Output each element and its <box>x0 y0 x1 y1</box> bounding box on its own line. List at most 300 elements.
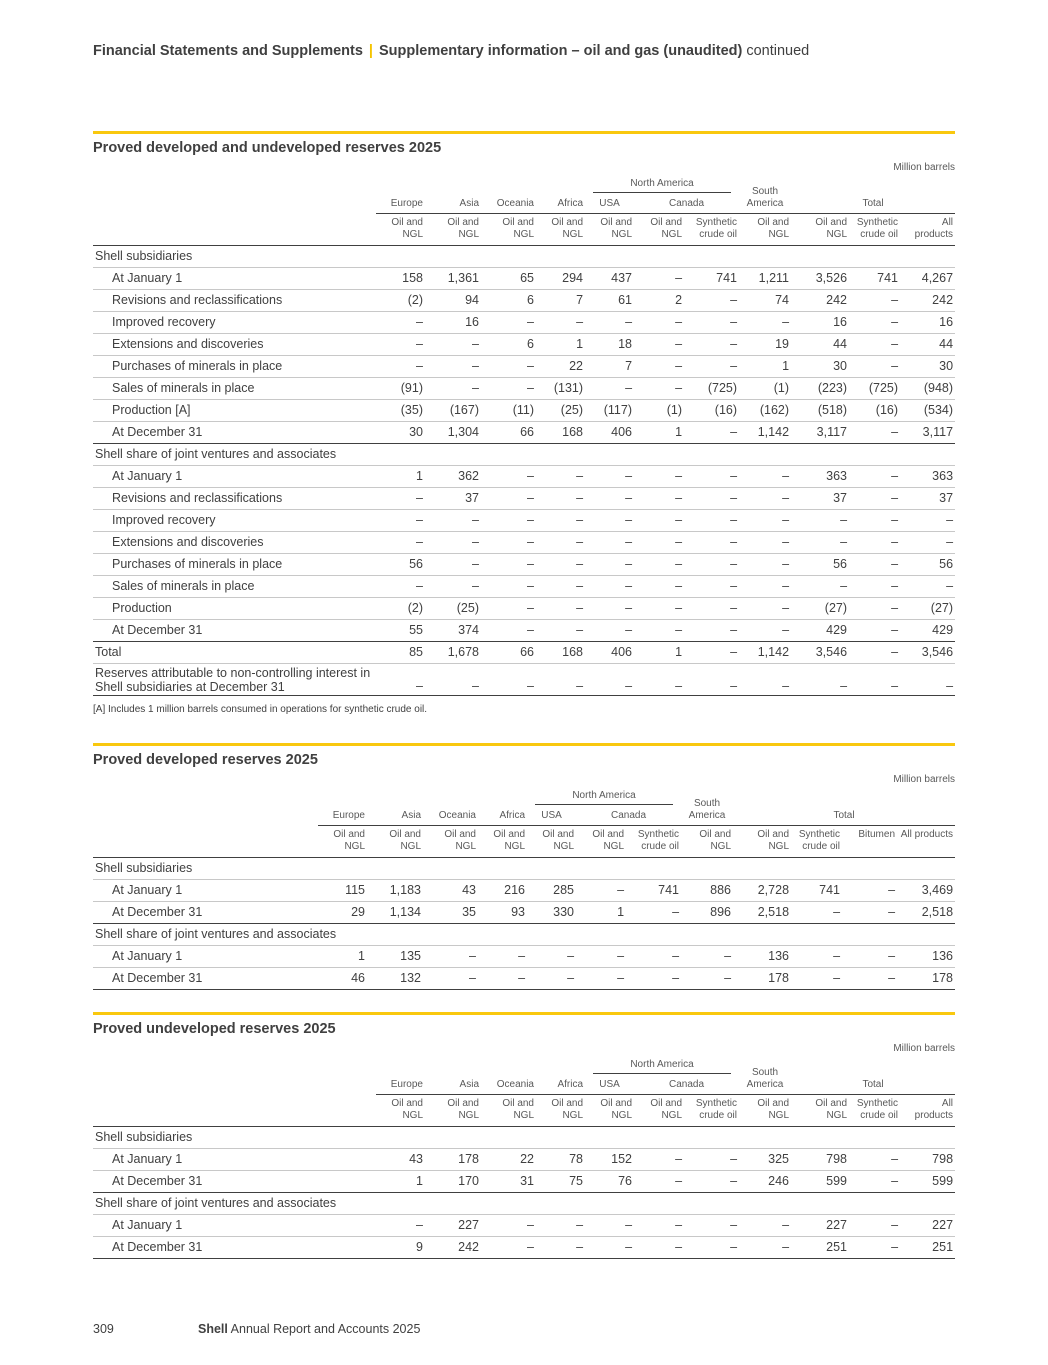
cell-value: 178 <box>897 967 955 989</box>
table-row <box>93 945 955 967</box>
cell-value: 35 <box>423 901 478 923</box>
table-row <box>93 1214 955 1236</box>
reserves-table <box>93 787 955 990</box>
cell-value: 44 <box>900 333 955 355</box>
column-subheader: Synthetic crude oil <box>849 1094 900 1126</box>
cell-value: – <box>425 355 481 377</box>
column-subheader: Oil and NGL <box>536 213 585 245</box>
column-subheader: All products <box>900 213 955 245</box>
cell-value: 22 <box>481 1148 536 1170</box>
cell-value: – <box>481 619 536 641</box>
cell-value: – <box>481 575 536 597</box>
cell-value: – <box>684 355 739 377</box>
row-label: Shell subsidiaries <box>93 1126 376 1148</box>
row-label: At January 1 <box>93 267 376 289</box>
cell-value: – <box>376 509 425 531</box>
cell-value: – <box>849 1236 900 1258</box>
cell-value: – <box>791 663 849 695</box>
table-row <box>93 663 955 695</box>
cell-value: – <box>684 575 739 597</box>
region-asia: Asia <box>401 809 421 821</box>
table-row <box>93 531 955 553</box>
cell-value: (518) <box>791 399 849 421</box>
cell-value: 1 <box>739 355 791 377</box>
table-row <box>93 923 955 945</box>
cell-value: – <box>849 531 900 553</box>
region-south-america: South America <box>746 1066 784 1090</box>
table-row <box>93 1170 955 1192</box>
cell-value: 1,304 <box>425 421 481 443</box>
page-number: 309 <box>93 1322 114 1336</box>
unit-label: Million barrels <box>893 162 955 173</box>
region-canada: Canada <box>611 809 647 821</box>
cell-value: 1,211 <box>739 267 791 289</box>
cell-value: – <box>481 597 536 619</box>
table-row <box>93 289 955 311</box>
cell-value: – <box>634 663 684 695</box>
row-label: At December 31 <box>93 1236 376 1258</box>
cell-value: – <box>536 487 585 509</box>
column-subheader: Oil and NGL <box>425 1094 481 1126</box>
cell-value: – <box>481 487 536 509</box>
cell-value: – <box>684 597 739 619</box>
cell-value: 3,469 <box>897 879 955 901</box>
column-subheader: Oil and NGL <box>481 1094 536 1126</box>
cell-value: – <box>423 967 478 989</box>
cell-value: 16 <box>425 311 481 333</box>
cell-value: 152 <box>585 1148 634 1170</box>
cell-value: (167) <box>425 399 481 421</box>
region-north-america: North America <box>585 175 739 193</box>
cell-value: – <box>900 663 955 695</box>
cell-value: 1 <box>634 641 684 663</box>
cell-value: – <box>900 575 955 597</box>
cell-value: 46 <box>318 967 367 989</box>
cell-value: (35) <box>376 399 425 421</box>
cell-value: 37 <box>791 487 849 509</box>
cell-value: 294 <box>536 267 585 289</box>
cell-value: – <box>536 663 585 695</box>
cell-value: – <box>684 641 739 663</box>
cell-value: – <box>842 879 897 901</box>
cell-value: – <box>481 1236 536 1258</box>
region-europe: Europe <box>332 809 365 821</box>
cell-value: – <box>376 487 425 509</box>
cell-value: – <box>684 1214 739 1236</box>
row-label: Extensions and discoveries <box>93 333 376 355</box>
column-subheader: Synthetic crude oil <box>684 213 739 245</box>
cell-value: – <box>425 575 481 597</box>
cell-value: – <box>425 333 481 355</box>
table-row <box>93 575 955 597</box>
cell-value: 66 <box>481 421 536 443</box>
cell-value: 251 <box>791 1236 849 1258</box>
table-row <box>93 1126 955 1148</box>
cell-value: – <box>739 619 791 641</box>
cell-value: 242 <box>425 1236 481 1258</box>
region-total: Total <box>862 197 884 209</box>
cell-value: – <box>481 377 536 399</box>
cell-value: – <box>684 1170 739 1192</box>
cell-value: 65 <box>481 267 536 289</box>
cell-value: 362 <box>425 465 481 487</box>
reserves-table <box>93 175 955 696</box>
cell-value: 429 <box>791 619 849 641</box>
cell-value: – <box>849 663 900 695</box>
cell-value: – <box>481 531 536 553</box>
cell-value: (27) <box>900 597 955 619</box>
region-oceania: Oceania <box>496 1078 534 1090</box>
cell-value: – <box>849 355 900 377</box>
table-row <box>93 443 955 465</box>
region-asia: Asia <box>459 1078 479 1090</box>
cell-value: 1 <box>634 421 684 443</box>
cell-value: (1) <box>739 377 791 399</box>
column-subheader: Oil and NGL <box>585 213 634 245</box>
cell-value: 330 <box>527 901 576 923</box>
cell-value: – <box>536 553 585 575</box>
column-subheader: All products <box>897 825 955 857</box>
cell-value: – <box>739 311 791 333</box>
cell-value: – <box>684 531 739 553</box>
cell-value: – <box>791 509 849 531</box>
cell-value: (25) <box>536 399 585 421</box>
cell-value: – <box>634 333 684 355</box>
cell-value: – <box>376 575 425 597</box>
page-header <box>93 43 809 59</box>
cell-value: (2) <box>376 289 425 311</box>
cell-value: – <box>626 901 681 923</box>
region-total: Total <box>833 809 855 821</box>
cell-value: 1,142 <box>739 641 791 663</box>
cell-value: – <box>481 465 536 487</box>
cell-value: – <box>576 945 626 967</box>
cell-value: – <box>376 355 425 377</box>
column-subheader: Oil and NGL <box>681 825 733 857</box>
cell-value: – <box>626 967 681 989</box>
region-usa: USA <box>599 1078 620 1090</box>
cell-value: 6 <box>481 289 536 311</box>
cell-value: (16) <box>684 399 739 421</box>
cell-value: – <box>576 879 626 901</box>
cell-value: (223) <box>791 377 849 399</box>
column-subheader: Oil and NGL <box>634 213 684 245</box>
cell-value: – <box>481 1214 536 1236</box>
cell-value: – <box>684 553 739 575</box>
cell-value: – <box>684 663 739 695</box>
column-subheader: Oil and NGL <box>585 1094 634 1126</box>
region-europe: Europe <box>390 1078 423 1090</box>
cell-value: 285 <box>527 879 576 901</box>
cell-value: 37 <box>900 487 955 509</box>
column-subheader: Oil and NGL <box>576 825 626 857</box>
table-row <box>93 399 955 421</box>
region-south-america: South America <box>688 797 726 821</box>
cell-value: 1 <box>318 945 367 967</box>
row-label: Shell share of joint ventures and associates <box>93 443 376 465</box>
footer-brand: Shell <box>198 1322 228 1336</box>
cell-value: – <box>585 509 634 531</box>
cell-value: 85 <box>376 641 425 663</box>
cell-value: 168 <box>536 421 585 443</box>
cell-value: – <box>684 421 739 443</box>
cell-value: (91) <box>376 377 425 399</box>
reserves-table <box>93 1056 955 1259</box>
cell-value: 798 <box>900 1148 955 1170</box>
column-subheader: Oil and NGL <box>376 213 425 245</box>
cell-value: – <box>842 945 897 967</box>
cell-value: 437 <box>585 267 634 289</box>
table-section-developed-reserves <box>93 743 955 990</box>
cell-value: 1 <box>376 465 425 487</box>
cell-value: 741 <box>684 267 739 289</box>
cell-value: – <box>376 531 425 553</box>
cell-value: – <box>481 509 536 531</box>
column-subheader: Oil and NGL <box>739 1094 791 1126</box>
cell-value: 1 <box>376 1170 425 1192</box>
cell-value: – <box>585 377 634 399</box>
cell-value: – <box>684 289 739 311</box>
cell-value: 741 <box>626 879 681 901</box>
row-label: Revisions and reclassifications <box>93 289 376 311</box>
cell-value: – <box>739 465 791 487</box>
row-label: Extensions and discoveries <box>93 531 376 553</box>
column-subheader: Synthetic crude oil <box>791 825 842 857</box>
cell-value: – <box>585 663 634 695</box>
cell-value: – <box>425 663 481 695</box>
cell-value: 66 <box>481 641 536 663</box>
column-subheader: Oil and NGL <box>425 213 481 245</box>
table-row <box>93 465 955 487</box>
cell-value: – <box>478 967 527 989</box>
region-south-america: South America <box>746 185 784 209</box>
cell-value: (16) <box>849 399 900 421</box>
cell-value: – <box>376 663 425 695</box>
column-subheader: Synthetic crude oil <box>626 825 681 857</box>
cell-value: 227 <box>900 1214 955 1236</box>
cell-value: – <box>634 619 684 641</box>
column-subheader: Oil and NGL <box>376 1094 425 1126</box>
cell-value: – <box>585 1236 634 1258</box>
cell-value: – <box>684 487 739 509</box>
cell-value: – <box>849 619 900 641</box>
cell-value: – <box>634 267 684 289</box>
header-continued: continued <box>746 43 810 59</box>
cell-value: 3,526 <box>791 267 849 289</box>
cell-value: – <box>585 619 634 641</box>
cell-value: (25) <box>425 597 481 619</box>
cell-value: 178 <box>733 967 791 989</box>
cell-value: 136 <box>733 945 791 967</box>
cell-value: – <box>900 531 955 553</box>
cell-value: 429 <box>900 619 955 641</box>
cell-value: 1 <box>536 333 585 355</box>
cell-value: – <box>849 465 900 487</box>
cell-value: – <box>849 1170 900 1192</box>
table-row <box>93 487 955 509</box>
cell-value: (948) <box>900 377 955 399</box>
cell-value: (725) <box>849 377 900 399</box>
unit-label: Million barrels <box>893 774 955 785</box>
region-north-america: North America <box>527 787 681 805</box>
table-row <box>93 879 955 901</box>
cell-value: – <box>626 945 681 967</box>
column-subheader: Oil and NGL <box>791 1094 849 1126</box>
cell-value: 61 <box>585 289 634 311</box>
region-total: Total <box>862 1078 884 1090</box>
cell-value: – <box>849 597 900 619</box>
cell-value: – <box>684 509 739 531</box>
cell-value: 3,117 <box>900 421 955 443</box>
cell-value: – <box>634 377 684 399</box>
cell-value: 94 <box>425 289 481 311</box>
cell-value: – <box>634 355 684 377</box>
cell-value: (27) <box>791 597 849 619</box>
row-label: Purchases of minerals in place <box>93 355 376 377</box>
cell-value: 158 <box>376 267 425 289</box>
cell-value: 170 <box>425 1170 481 1192</box>
column-subheader: Oil and NGL <box>536 1094 585 1126</box>
row-label: Shell share of joint ventures and associates <box>93 1192 376 1214</box>
cell-value: 56 <box>376 553 425 575</box>
cell-value: 363 <box>791 465 849 487</box>
cell-value: – <box>634 487 684 509</box>
cell-value: – <box>536 575 585 597</box>
row-label: At January 1 <box>93 1214 376 1236</box>
column-subheader: Oil and NGL <box>739 213 791 245</box>
cell-value: 76 <box>585 1170 634 1192</box>
row-label: Shell subsidiaries <box>93 857 318 879</box>
region-africa: Africa <box>499 809 526 821</box>
cell-value: – <box>681 967 733 989</box>
cell-value: (117) <box>585 399 634 421</box>
cell-value: – <box>585 311 634 333</box>
table-title: Proved undeveloped reserves 2025 <box>93 1021 336 1037</box>
cell-value: 3,546 <box>900 641 955 663</box>
cell-value: 896 <box>681 901 733 923</box>
row-label: Reserves attributable to non-controlling interest in Shell subsidiaries at December 31 <box>93 663 376 695</box>
cell-value: 242 <box>900 289 955 311</box>
cell-value: – <box>849 641 900 663</box>
cell-value: – <box>536 531 585 553</box>
cell-value: 19 <box>739 333 791 355</box>
cell-value: – <box>739 487 791 509</box>
cell-value: (162) <box>739 399 791 421</box>
cell-value: – <box>634 311 684 333</box>
cell-value: 22 <box>536 355 585 377</box>
cell-value: – <box>634 1148 684 1170</box>
cell-value: – <box>585 487 634 509</box>
column-subheader: Oil and NGL <box>478 825 527 857</box>
cell-value: – <box>684 333 739 355</box>
cell-value: – <box>376 1214 425 1236</box>
cell-value: 115 <box>318 879 367 901</box>
cell-value: – <box>425 377 481 399</box>
cell-value: 9 <box>376 1236 425 1258</box>
table-row <box>93 597 955 619</box>
cell-value: 406 <box>585 641 634 663</box>
column-subheader: All products <box>900 1094 955 1126</box>
cell-value: – <box>739 663 791 695</box>
cell-value: – <box>634 509 684 531</box>
row-label: At January 1 <box>93 1148 376 1170</box>
region-usa: USA <box>541 809 562 821</box>
cell-value: 599 <box>900 1170 955 1192</box>
cell-value: 325 <box>739 1148 791 1170</box>
cell-value: – <box>791 901 842 923</box>
table-row <box>93 1236 955 1258</box>
cell-value: – <box>791 531 849 553</box>
cell-value: 178 <box>425 1148 481 1170</box>
page-footer <box>93 1322 420 1336</box>
row-label: Production <box>93 597 376 619</box>
table-row <box>93 267 955 289</box>
table-row <box>93 967 955 989</box>
cell-value: – <box>849 1214 900 1236</box>
cell-value: 2 <box>634 289 684 311</box>
cell-value: – <box>739 575 791 597</box>
header-section: Financial Statements and Supplements <box>93 43 363 59</box>
cell-value: 29 <box>318 901 367 923</box>
row-label: At January 1 <box>93 945 318 967</box>
column-subheader: Oil and NGL <box>423 825 478 857</box>
row-label: Improved recovery <box>93 311 376 333</box>
cell-value: 135 <box>367 945 423 967</box>
row-label: At December 31 <box>93 901 318 923</box>
region-oceania: Oceania <box>496 197 534 209</box>
cell-value: 44 <box>791 333 849 355</box>
cell-value: – <box>478 945 527 967</box>
cell-value: (1) <box>634 399 684 421</box>
cell-value: 741 <box>791 879 842 901</box>
header-separator: | <box>368 43 373 59</box>
cell-value: – <box>849 311 900 333</box>
cell-value: 1,142 <box>739 421 791 443</box>
cell-value: 798 <box>791 1148 849 1170</box>
cell-value: 227 <box>425 1214 481 1236</box>
cell-value: 363 <box>900 465 955 487</box>
cell-value: – <box>684 619 739 641</box>
cell-value: – <box>376 333 425 355</box>
row-label: Sales of minerals in place <box>93 377 376 399</box>
table-row <box>93 245 955 267</box>
table-row <box>93 1192 955 1214</box>
table-row <box>93 333 955 355</box>
cell-value: (11) <box>481 399 536 421</box>
cell-value: – <box>536 619 585 641</box>
cell-value: – <box>739 531 791 553</box>
cell-value: – <box>634 465 684 487</box>
cell-value: – <box>634 553 684 575</box>
cell-value: – <box>684 311 739 333</box>
cell-value: 741 <box>849 267 900 289</box>
cell-value: 37 <box>425 487 481 509</box>
row-label: Sales of minerals in place <box>93 575 376 597</box>
region-oceania: Oceania <box>438 809 476 821</box>
cell-value: – <box>739 597 791 619</box>
table-row <box>93 641 955 663</box>
cell-value: 75 <box>536 1170 585 1192</box>
cell-value: – <box>425 509 481 531</box>
cell-value: – <box>849 421 900 443</box>
cell-value: – <box>536 465 585 487</box>
cell-value: – <box>536 509 585 531</box>
row-label: At December 31 <box>93 619 376 641</box>
table-title: Proved developed and undeveloped reserves 2025 <box>93 140 442 156</box>
table-row <box>93 1148 955 1170</box>
header-subsection: Supplementary information – oil and gas (unaudited) <box>378 43 743 59</box>
column-subheader: Bitumen <box>842 825 897 857</box>
